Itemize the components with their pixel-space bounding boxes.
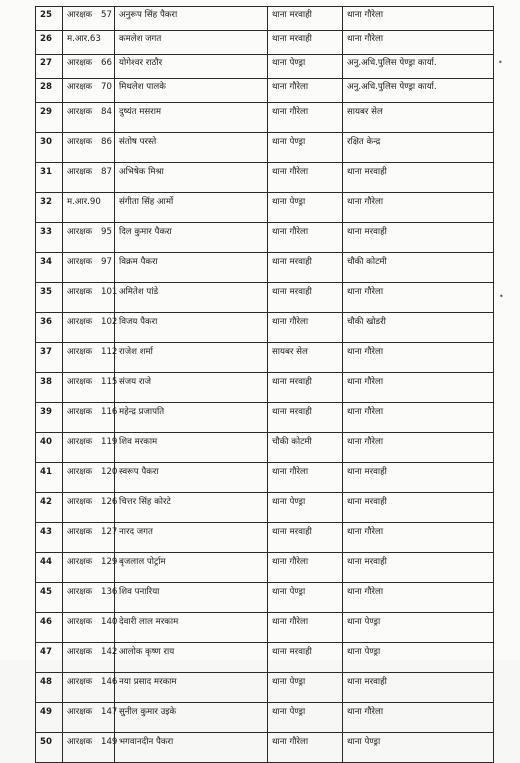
rank-label: आरक्षक: [67, 287, 93, 297]
serial-number-cell: 45: [36, 583, 63, 613]
new-posting-cell: थाना मरवाही: [343, 673, 494, 703]
employee-name-cell: संतोष परस्ते: [115, 133, 268, 163]
new-posting-cell: सायबर सेल: [343, 103, 494, 133]
rank-number-cell: [63, 463, 118, 493]
new-posting-cell: अनु.अधि.पुलिस पेण्ड्रा कार्या.: [343, 79, 494, 103]
badge-number: 97: [101, 257, 112, 267]
current-posting-cell: थाना पेण्ड्रा: [268, 583, 343, 613]
rank-label: आरक्षक: [67, 407, 93, 417]
table-row: [36, 31, 494, 55]
employee-name-cell: देवारी लाल मरकाम: [115, 613, 268, 643]
scan-mark: •: [498, 58, 503, 67]
new-posting-cell: थाना मरवाही: [343, 163, 494, 193]
table-row: [36, 613, 494, 643]
table-row: [36, 193, 494, 223]
rank-label: आरक्षक: [67, 707, 93, 717]
rank-number-cell: [63, 733, 118, 763]
serial-number-cell: 32: [36, 193, 63, 223]
badge-number: 126: [101, 497, 118, 507]
employee-name-cell: दुष्यंत मसराम: [115, 103, 268, 133]
new-posting-cell: चौकी खोडरी: [343, 313, 494, 343]
badge-number: 112: [101, 347, 118, 357]
table-row: [36, 79, 494, 103]
new-posting-cell: अनु.अधि.पुलिस पेण्ड्रा कार्या.: [343, 55, 494, 79]
rank-number-cell: [63, 493, 118, 523]
current-posting-cell: थाना मरवाही: [268, 403, 343, 433]
badge-number: 136: [101, 587, 118, 597]
rank-label: आरक्षक: [67, 557, 93, 567]
employee-name-cell: संजय राजे: [115, 373, 268, 403]
table-row: [36, 103, 494, 133]
current-posting-cell: थाना पेण्ड्रा: [268, 493, 343, 523]
current-posting-cell: चौकी कोटमी: [268, 433, 343, 463]
rank-number-cell: [63, 253, 115, 283]
badge-number: 87: [101, 167, 112, 177]
serial-number-cell: 35: [36, 283, 63, 313]
rank-number-cell: [63, 673, 118, 703]
rank-number-cell: [63, 223, 115, 253]
transfer-list-body: [36, 7, 494, 763]
new-posting-cell: थाना गौरेला: [343, 31, 494, 55]
table-row: [36, 643, 494, 673]
badge-number: 66: [101, 58, 112, 68]
current-posting-cell: थाना पेण्ड्रा: [268, 193, 343, 223]
current-posting-cell: थाना पेण्ड्रा: [268, 673, 343, 703]
serial-number-cell: 26: [36, 31, 63, 55]
current-posting-cell: थाना मरवाही: [268, 7, 343, 31]
table-row: [36, 343, 494, 373]
new-posting-cell: थाना गौरेला: [343, 193, 494, 223]
serial-number-cell: 44: [36, 553, 63, 583]
new-posting-cell: थाना गौरेला: [343, 343, 494, 373]
employee-name-cell: भगवानदीन पैकरा: [115, 733, 268, 763]
rank-number-cell: [63, 403, 118, 433]
rank-label: म.आर.63: [67, 34, 101, 44]
employee-name-cell: बृजलाल पोर्ट्राम: [115, 553, 268, 583]
rank-label: आरक्षक: [67, 257, 93, 267]
new-posting-cell: थाना गौरेला: [343, 523, 494, 553]
rank-number-cell: [63, 283, 118, 313]
table-row: [36, 463, 494, 493]
serial-number-cell: 49: [36, 703, 63, 733]
new-posting-cell: थाना गौरेला: [343, 373, 494, 403]
rank-label: आरक्षक: [67, 137, 93, 147]
scan-mark: •: [499, 292, 504, 301]
rank-number-cell: [63, 523, 118, 553]
current-posting-cell: थाना पेण्ड्रा: [268, 55, 343, 79]
rank-label: आरक्षक: [67, 677, 93, 687]
table-row: [36, 283, 494, 313]
table-row: [36, 373, 494, 403]
current-posting-cell: थाना गौरेला: [268, 613, 343, 643]
current-posting-cell: थाना गौरेला: [268, 163, 343, 193]
badge-number: 95: [101, 227, 112, 237]
rank-label: आरक्षक: [67, 527, 93, 537]
new-posting-cell: थाना गौरेला: [343, 583, 494, 613]
table-row: [36, 733, 494, 763]
new-posting-cell: थाना पेण्ड्रा: [343, 613, 494, 643]
table-row: [36, 433, 494, 463]
rank-number-cell: [63, 103, 115, 133]
employee-name-cell: अनुरूप सिंह पैकरा: [115, 7, 268, 31]
table-row: [36, 253, 494, 283]
badge-number: 70: [101, 82, 112, 92]
rank-number-cell: [63, 373, 118, 403]
serial-number-cell: 42: [36, 493, 63, 523]
new-posting-cell: चौकी कोटमी: [343, 253, 494, 283]
new-posting-cell: रक्षित केन्द्र: [343, 133, 494, 163]
new-posting-cell: थाना गौरेला: [343, 703, 494, 733]
rank-label: आरक्षक: [67, 10, 93, 20]
badge-number: 140: [101, 617, 118, 627]
serial-number-cell: 50: [36, 733, 63, 763]
table-row: [36, 7, 494, 31]
rank-label: आरक्षक: [67, 437, 93, 447]
serial-number-cell: 33: [36, 223, 63, 253]
current-posting-cell: थाना मरवाही: [268, 373, 343, 403]
rank-number-cell: [63, 583, 118, 613]
rank-label: आरक्षक: [67, 647, 93, 657]
table-row: [36, 673, 494, 703]
rank-label: आरक्षक: [67, 587, 93, 597]
table-row: [36, 703, 494, 733]
rank-number-cell: [63, 133, 115, 163]
serial-number-cell: 41: [36, 463, 63, 493]
current-posting-cell: थाना पेण्ड्रा: [268, 703, 343, 733]
current-posting-cell: थाना गौरेला: [268, 553, 343, 583]
rank-number-cell: [63, 643, 118, 673]
badge-number: 84: [101, 107, 112, 117]
rank-label: आरक्षक: [67, 467, 93, 477]
serial-number-cell: 39: [36, 403, 63, 433]
employee-name-cell: नया प्रसाद मरकाम: [115, 673, 268, 703]
rank-label: आरक्षक: [67, 82, 93, 92]
current-posting-cell: थाना पेण्ड्रा: [268, 133, 343, 163]
rank-number-cell: [63, 163, 115, 193]
serial-number-cell: 47: [36, 643, 63, 673]
table-row: [36, 55, 494, 79]
current-posting-cell: थाना मरवाही: [268, 523, 343, 553]
current-posting-cell: थाना गौरेला: [268, 223, 343, 253]
rank-number-cell: [63, 55, 115, 79]
new-posting-cell: थाना गौरेला: [343, 7, 494, 31]
badge-number: 115: [101, 377, 118, 387]
new-posting-cell: थाना पेण्ड्रा: [343, 643, 494, 673]
badge-number: 146: [101, 677, 118, 687]
serial-number-cell: 43: [36, 523, 63, 553]
rank-label: आरक्षक: [67, 347, 93, 357]
current-posting-cell: थाना गौरेला: [268, 313, 343, 343]
employee-name-cell: संगीता सिंह आर्मो: [115, 193, 268, 223]
employee-name-cell: विक्रम पैकरा: [115, 253, 268, 283]
employee-name-cell: कमलेश जगत: [115, 31, 268, 55]
employee-name-cell: सुनील कुमार उइके: [115, 703, 268, 733]
badge-number: 120: [101, 467, 118, 477]
employee-name-cell: स्वरूप पैकरा: [115, 463, 268, 493]
rank-label: आरक्षक: [67, 58, 93, 68]
badge-number: 149: [101, 737, 118, 747]
rank-label: आरक्षक: [67, 617, 93, 627]
current-posting-cell: थाना मरवाही: [268, 283, 343, 313]
table-row: [36, 583, 494, 613]
badge-number: 127: [101, 527, 118, 537]
new-posting-cell: थाना मरवाही: [343, 553, 494, 583]
rank-number-cell: [63, 7, 115, 31]
employee-name-cell: शिव मरकाम: [115, 433, 268, 463]
serial-number-cell: 30: [36, 133, 63, 163]
new-posting-cell: थाना गौरेला: [343, 403, 494, 433]
rank-number-cell: [63, 703, 118, 733]
table-row: [36, 133, 494, 163]
rank-label: आरक्षक: [67, 737, 93, 747]
table-row: [36, 223, 494, 253]
serial-number-cell: 37: [36, 343, 63, 373]
table-row: [36, 163, 494, 193]
table-row: [36, 553, 494, 583]
serial-number-cell: 31: [36, 163, 63, 193]
rank-label: आरक्षक: [67, 497, 93, 507]
employee-name-cell: योगेश्वर राठौर: [115, 55, 268, 79]
employee-name-cell: अभिषेक मिश्रा: [115, 163, 268, 193]
badge-number: 119: [101, 437, 118, 447]
rank-number-cell: [63, 553, 118, 583]
employee-name-cell: चित्तर सिंह कोरटे: [115, 493, 268, 523]
serial-number-cell: 46: [36, 613, 63, 643]
rank-label: आरक्षक: [67, 227, 93, 237]
table-row: [36, 403, 494, 433]
serial-number-cell: 48: [36, 673, 63, 703]
employee-name-cell: विजय पैकरा: [115, 313, 268, 343]
serial-number-cell: 27: [36, 55, 63, 79]
employee-name-cell: मिथलेश पालके: [115, 79, 268, 103]
employee-name-cell: नारद जगत: [115, 523, 268, 553]
rank-number-cell: [63, 433, 118, 463]
badge-number: 147: [101, 707, 118, 717]
current-posting-cell: थाना मरवाही: [268, 253, 343, 283]
table-row: [36, 493, 494, 523]
table-row: [36, 523, 494, 553]
current-posting-cell: थाना गौरेला: [268, 79, 343, 103]
employee-name-cell: दिल कुमार पैकरा: [115, 223, 268, 253]
rank-number-cell: [63, 343, 118, 373]
new-posting-cell: थाना मरवाही: [343, 223, 494, 253]
current-posting-cell: थाना गौरेला: [268, 463, 343, 493]
serial-number-cell: 38: [36, 373, 63, 403]
badge-number: 142: [101, 647, 118, 657]
new-posting-cell: थाना पेण्ड्रा: [343, 733, 494, 763]
badge-number: 101: [101, 287, 118, 297]
rank-label: आरक्षक: [67, 167, 93, 177]
employee-name-cell: राजेश शर्मा: [115, 343, 268, 373]
rank-number-cell: [63, 79, 115, 103]
serial-number-cell: 28: [36, 79, 63, 103]
serial-number-cell: 25: [36, 7, 63, 31]
badge-number: 86: [101, 137, 112, 147]
current-posting-cell: थाना मरवाही: [268, 643, 343, 673]
table-row: [36, 313, 494, 343]
transfer-list-table: [35, 6, 494, 763]
new-posting-cell: थाना मरवाही: [343, 463, 494, 493]
new-posting-cell: थाना मरवाही: [343, 493, 494, 523]
rank-label: आरक्षक: [67, 107, 93, 117]
serial-number-cell: 34: [36, 253, 63, 283]
rank-number-cell: [63, 193, 115, 223]
rank-number-cell: [63, 313, 118, 343]
current-posting-cell: थाना गौरेला: [268, 733, 343, 763]
current-posting-cell: सायबर सेल: [268, 343, 343, 373]
badge-number: 116: [101, 407, 118, 417]
badge-number: 102: [101, 317, 118, 327]
rank-number-cell: [63, 31, 115, 55]
rank-number-cell: [63, 613, 118, 643]
new-posting-cell: थाना गौरेला: [343, 433, 494, 463]
badge-number: 57: [101, 10, 112, 20]
employee-name-cell: अमितेश पांडे: [115, 283, 268, 313]
current-posting-cell: थाना गौरेला: [268, 103, 343, 133]
employee-name-cell: महेन्द्र प्रजापति: [115, 403, 268, 433]
current-posting-cell: थाना मरवाही: [268, 31, 343, 55]
serial-number-cell: 40: [36, 433, 63, 463]
employee-name-cell: आलोक कृष्ण राय: [115, 643, 268, 673]
serial-number-cell: 29: [36, 103, 63, 133]
rank-label: आरक्षक: [67, 317, 93, 327]
serial-number-cell: 36: [36, 313, 63, 343]
rank-label: आरक्षक: [67, 377, 93, 387]
rank-label: म.आर.90: [67, 197, 101, 207]
badge-number: 129: [101, 557, 118, 567]
new-posting-cell: थाना गौरेला: [343, 283, 494, 313]
employee-name-cell: शिव पनारिया: [115, 583, 268, 613]
